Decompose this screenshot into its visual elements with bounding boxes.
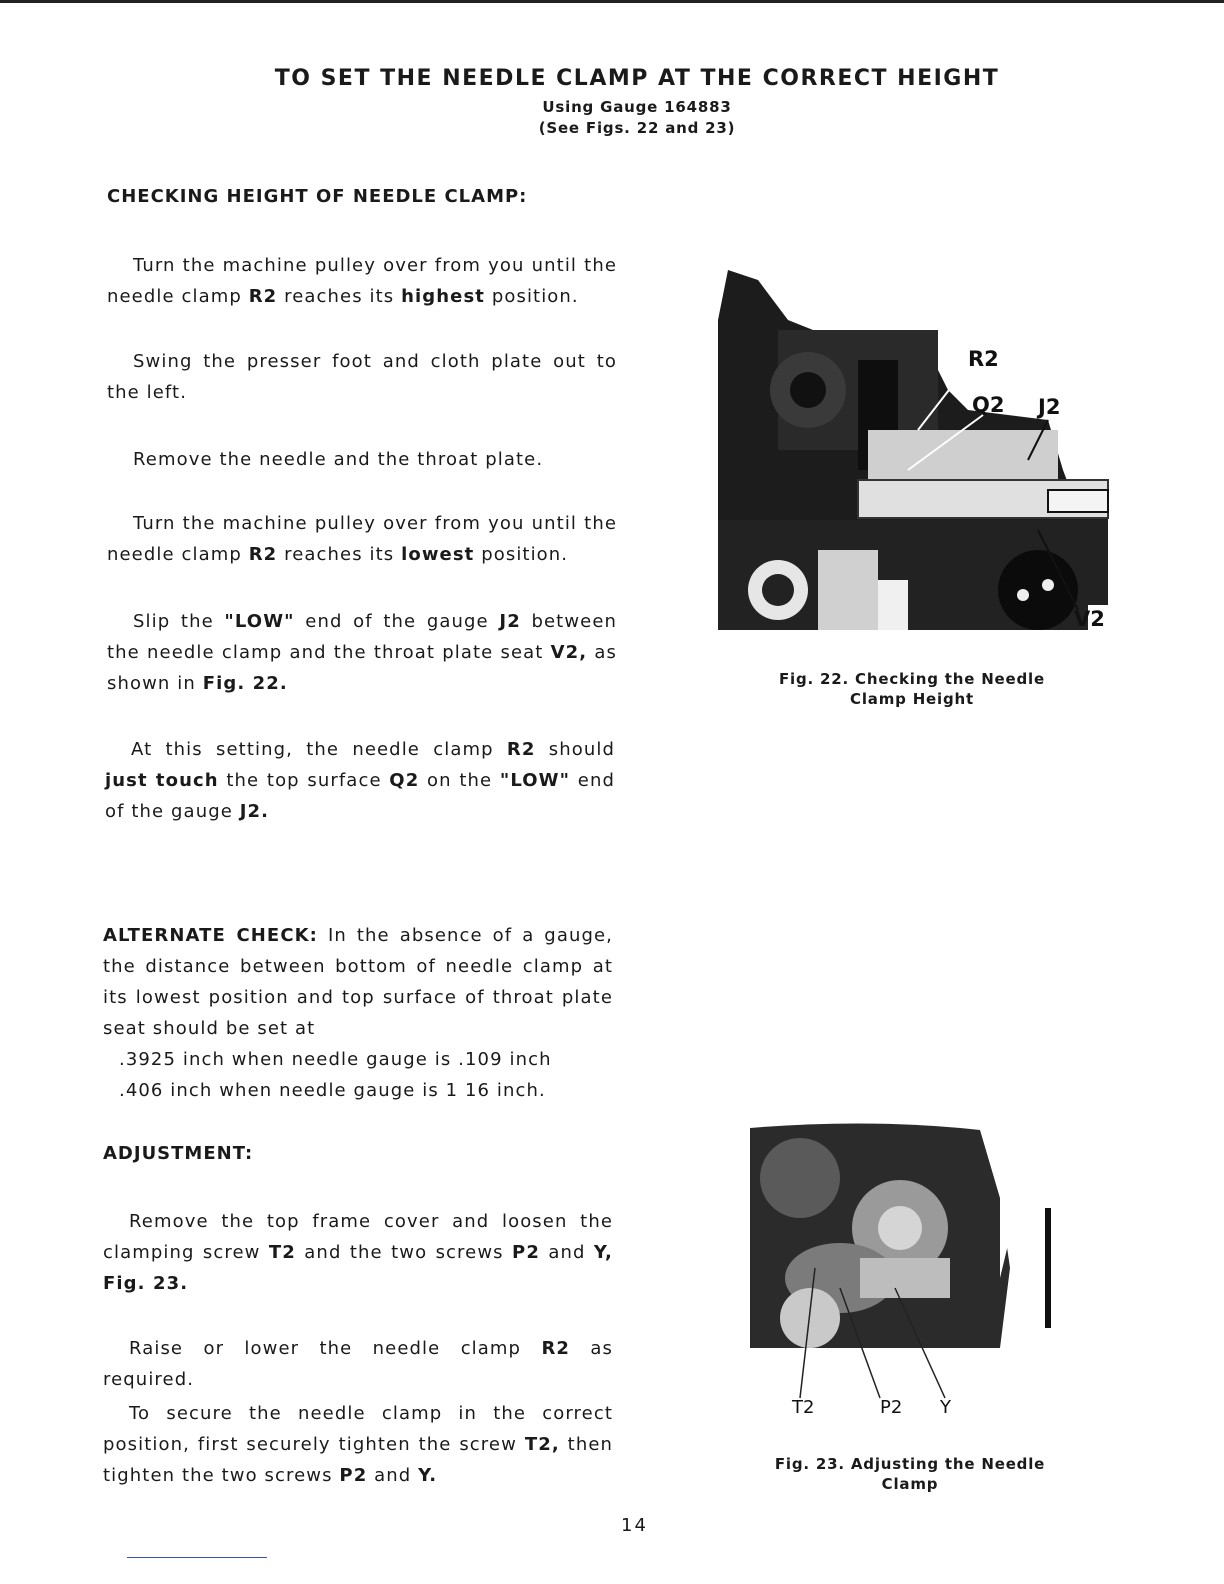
fig22-label-v2: V2: [1074, 607, 1105, 631]
page-number: 14: [621, 1515, 648, 1536]
footer-rule: [127, 1557, 267, 1558]
fig22-label-q2: Q2: [972, 393, 1005, 417]
alternate-label: ALTERNATE CHECK:: [103, 925, 318, 946]
checking-step-6: At this setting, the needle clamp R2 should just touch the top surface Q2 on the "LOW" end of the gauge J2.: [105, 739, 615, 822]
fig23-label-p2: P2: [880, 1397, 903, 1418]
fig23-label-t2: T2: [792, 1397, 815, 1418]
fig22-caption: Fig. 22. Checking the Needle Clamp Height: [779, 670, 1045, 708]
fig23-label-y: Y: [940, 1397, 951, 1418]
figure-23-photo: [730, 1118, 1110, 1418]
adjustment-step-1: Remove the top frame cover and loosen the clamping screw T2 and the two screws P2 and Y, Fig. 23.: [103, 1211, 613, 1294]
fig22-label-j2: J2: [1038, 395, 1061, 419]
alternate-check: ALTERNATE CHECK: In the absence of a gauge, the distance between bottom of needle clamp at its lowest position and top surface of throat plate seat should be set at .3925 inch when needle gauge is .109 inch .406 inch when needle gauge is 1 16 inch.: [103, 920, 613, 1106]
checking-heading: CHECKING HEIGHT OF NEEDLE CLAMP:: [107, 186, 528, 207]
top-rule: [0, 0, 1224, 3]
page-title: TO SET THE NEEDLE CLAMP AT THE CORRECT HEIGHT: [274, 66, 1000, 91]
figure-22-photo: [718, 250, 1118, 640]
checking-step-1: Turn the machine pulley over from you until the needle clamp R2 reaches its highest position.: [107, 255, 617, 307]
adjustment-step-3: To secure the needle clamp in the correct position, first securely tighten the screw T2, then tighten the two screws P2 and Y.: [103, 1403, 614, 1486]
checking-step-2: Swing the presser foot and cloth plate out to the left.: [107, 351, 617, 403]
alternate-line-2: .406 inch when needle gauge is 1 16 inch.: [119, 1080, 546, 1101]
adjustment-step-2: Raise or lower the needle clamp R2 as required.: [103, 1338, 613, 1390]
subtitle-gauge: Using Gauge 164883: [542, 98, 732, 116]
checking-step-4: Turn the machine pulley over from you until the needle clamp R2 reaches its lowest position.: [107, 513, 617, 565]
subtitle-figs: (See Figs. 22 and 23): [538, 119, 736, 137]
alternate-line-1: .3925 inch when needle gauge is .109 inch: [119, 1049, 552, 1070]
checking-step-3: Remove the needle and the throat plate.: [133, 449, 544, 470]
checking-step-5: Slip the "LOW" end of the gauge J2 between the needle clamp and the throat plate seat V2, as shown in Fig. 22.: [107, 611, 618, 694]
adjustment-heading: ADJUSTMENT:: [103, 1143, 254, 1164]
fig23-caption: Fig. 23. Adjusting the Needle Clamp: [774, 1455, 1046, 1493]
fig22-label-r2: R2: [968, 347, 999, 371]
